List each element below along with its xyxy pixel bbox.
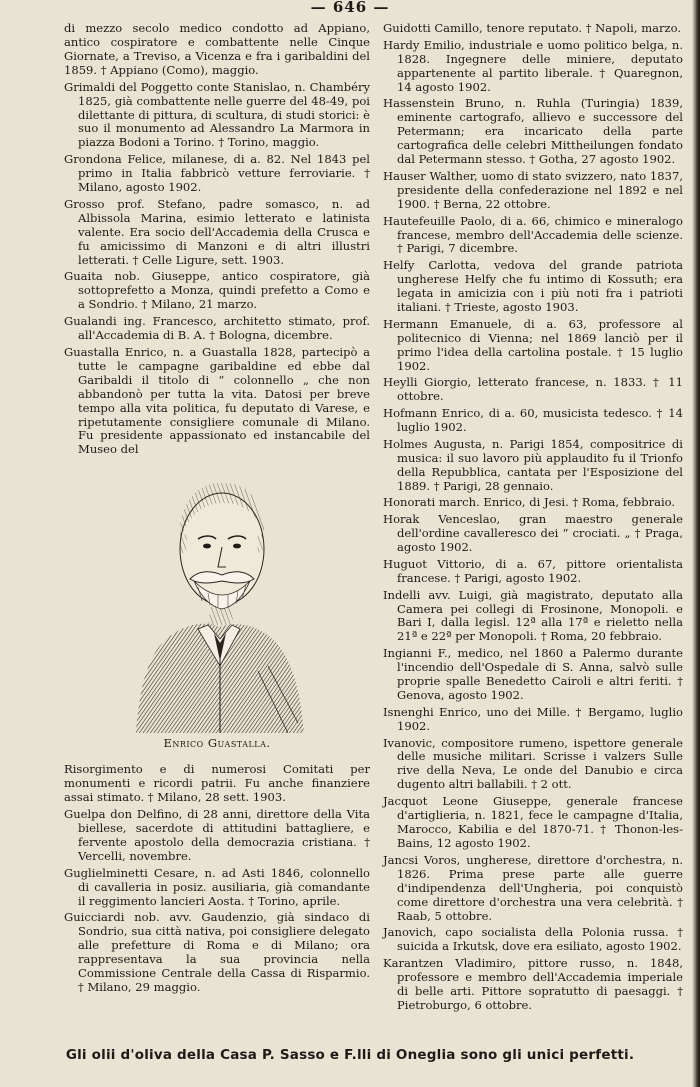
obituary-entry: Heylli Giorgio, letterato francese, n. 1833. † 11 ottobre. xyxy=(383,375,683,404)
page-edge-shadow xyxy=(692,0,700,1087)
right-entries xyxy=(383,22,683,1013)
obituary-entry: Ingianni F., medico, nel 1860 a Palermo durante l'incendio dell'Ospedale di S. Anna, salvò sulle proprie spalle Benedetto Cairoli e altri feriti. † Genova, agosto 1902. xyxy=(383,646,683,703)
obituary-entry: Horak Venceslao, gran maestro generale dell'ordine cavalleresco dei “ crociati. „ † Praga, agosto 1902. xyxy=(383,512,683,555)
left-entries xyxy=(64,22,370,457)
obituary-entry: Risorgimento e di numerosi Comitati per monumenti e ricordi patrii. Fu anche finanziere assai stimato. † Milano, 28 sett. 1903. xyxy=(64,762,370,805)
obituary-entry: Guastalla Enrico, n. a Guastalla 1828, partecipò a tutte le campagne garibaldine ed ebbe dal Garibaldi il titolo di “ colonnello „ che non abbandonò per tutta la vita. Datosi per breve tempo alla vita politica, fu deputato di Varese, e ripetutamente consigliere comunale di Milano. Fu presidente appassionato ed instancabile del Museo del xyxy=(64,344,370,457)
obituary-entry: Hassenstein Bruno, n. Ruhla (Turingia) 1839, eminente cartografo, allievo e successore del Petermann; era incaricato della parte cartografica delle celebri Mittheilungen fondato dal Petermann stesso. † Gotha, 27 agosto 1902. xyxy=(383,96,683,167)
obituary-entry: Hofmann Enrico, di a. 60, musicista tedesco. † 14 luglio 1902. xyxy=(383,406,683,435)
obituary-entry: Karantzen Vladimiro, pittore russo, n. 1848, professore e membro dell'Accademia imperiale di belle arti. Pittore sopratutto di paesaggi. † Pietroburgo, 6 ottobre. xyxy=(383,955,683,1012)
left-column xyxy=(64,22,370,998)
obituary-entry: Gualandi ing. Francesco, architetto stimato, prof. all'Accademia di B. A. † Bologna, dicembre. xyxy=(64,314,370,342)
obituary-entry: Hautefeuille Paolo, di a. 66, chimico e mineralogo francese, membro dell'Accademia delle scienze. † Parigi, 7 dicembre. xyxy=(383,213,683,256)
left-entries-after xyxy=(64,763,370,995)
portrait-engraving xyxy=(128,461,308,733)
portrait-caption: Enrico Guastalla. xyxy=(163,736,271,751)
obituary-entry: Indelli avv. Luigi, già magistrato, deputato alla Camera pei collegi di Frosinone, Monopoli. e Bari I, dalla legisl. 12ª alla 17ª e rieletto nella 21ª e 22ª per Monopoli. † Roma, 20 febbraio. xyxy=(383,587,683,644)
obituary-entry: Holmes Augusta, n. Parigi 1854, compositrice di musica: il suo lavoro più applaudito fu il Trionfo della Repubblica, cantata per l'Esposizione del 1889. † Parigi, 28 gennaio. xyxy=(383,436,683,493)
obituary-entry: Guaita nob. Giuseppe, antico cospiratore, già sottoprefetto a Monza, quindi prefetto a Como e a Sondrio. † Milano, 21 marzo. xyxy=(64,269,370,312)
obituary-entry: Jacquot Leone Giuseppe, generale francese d'artiglieria, n. 1821, fece le campagne d'Italia, Marocco, Kabilia e del 1870-71. † Thonon-les-Bains, 12 agosto 1902. xyxy=(383,794,683,850)
obituary-entry: Guglielminetti Cesare, n. ad Asti 1846, colonnello di cavalleria in posiz. ausiliaria, già comandante il reggimento lancieri Aosta. † Torino, aprile. xyxy=(64,865,370,908)
advertisement-footer: Gli olii d'oliva della Casa P. Sasso e F.lli di Oneglia sono gli unici perfetti. xyxy=(65,1047,635,1063)
obituary-entry: Grosso prof. Stefano, padre somasco, n. ad Albissola Marina, esimio letterato e latinista valente. Era socio dell'Accademia della Crusca e fu amicissimo di Manzoni e di altri illustri letterati. † Celle Ligure, sett. 1903. xyxy=(64,196,370,267)
obituary-entry: Hardy Emilio, industriale e uomo politico belga, n. 1828. Ingegnere delle miniere, deputato appartenente al partito liberale. † Quaregnon, 14 agosto 1902. xyxy=(383,37,683,94)
obituary-entry: Honorati march. Enrico, di Jesi. † Roma, febbraio. xyxy=(383,495,676,510)
obituary-entry: Hauser Walther, uomo di stato svizzero, nato 1837, presidente della confederazione nel 1892 e nel 1900. † Berna, 22 ottobre. xyxy=(383,168,683,211)
obituary-entry: Huguot Vittorio, di a. 67, pittore orientalista francese. † Parigi, agosto 1902. xyxy=(383,556,683,585)
obituary-entry: Guidotti Camillo, tenore reputato. † Napoli, marzo. xyxy=(383,21,682,35)
obituary-entry: Guicciardi nob. avv. Gaudenzio, già sindaco di Sondrio, sua città nativa, poi consigliere delegato alle prefetture di Roma e di Milano; ora rappresentava la sua provincia nella Commissione Centrale della Cassa di Risparmio. † Milano, 29 maggio. xyxy=(64,910,370,995)
obituary-entry: Hermann Emanuele, di a. 63, professore al politecnico di Vienna; nel 1869 lanciò per il primo l'idea della cartolina postale. † 15 luglio 1902. xyxy=(383,316,683,373)
obituary-entry: Jancsi Voros, ungherese, direttore d'orchestra, n. 1826. Prima prese parte alle guerre d'indipendenza dell'Ungheria, poi conquistò come direttore d'orchestra una vera celebrità. † Raab, 5 ottobre. xyxy=(383,852,683,923)
obituary-entry: Helfy Carlotta, vedova del grande patriota ungherese Helfy che fu intimo di Kossuth; era legata in amicizia con i più noti fra i patrioti italiani. † Trieste, agosto 1903. xyxy=(383,258,683,315)
obituary-entry: Grondona Felice, milanese, di a. 82. Nel 1843 pel primo in Italia fabbricò vetture ferroviarie. † Milano, agosto 1902. xyxy=(64,152,370,195)
page-number: — 646 — xyxy=(310,0,390,16)
obituary-entry: Ivanovic, compositore rumeno, ispettore generale delle musiche militari. Scrisse i valzers Sulle rive della Neva, Le onde del Danubio e circa dugento altri ballabili. † 2 ott. xyxy=(383,735,683,792)
right-column xyxy=(383,22,683,1016)
portrait-illustration xyxy=(64,461,370,733)
obituary-entry: di mezzo secolo medico condotto ad Appiano, antico cospiratore e combattente nelle Cinque Giornate, a Treviso, a Vicenza e fra i garibaldini del 1859. † Appiano (Como), maggio. xyxy=(64,21,370,77)
obituary-entry: Guelpa don Delfino, di 28 anni, direttore della Vita biellese, sacerdote di attitudini battagliere, e fervente apostolo della democrazia cristiana. † Vercelli, novembre. xyxy=(64,806,370,863)
obituary-entry: Janovich, capo socialista della Polonia russa. † suicida a Irkutsk, dove era esiliato, agosto 1902. xyxy=(383,925,683,954)
obituary-entry: Isnenghi Enrico, uno dei Mille. † Bergamo, luglio 1902. xyxy=(383,704,683,733)
obituary-entry: Grimaldi del Poggetto conte Stanislao, n. Chambéry 1825, già combattente nelle guerre del 48-49, poi dilettante di pittura, di scultura, di studi storici: è suo il monumento ad Alessandro La Marmora in piazza Bodoni a Torino. † Torino, maggio. xyxy=(64,79,370,150)
